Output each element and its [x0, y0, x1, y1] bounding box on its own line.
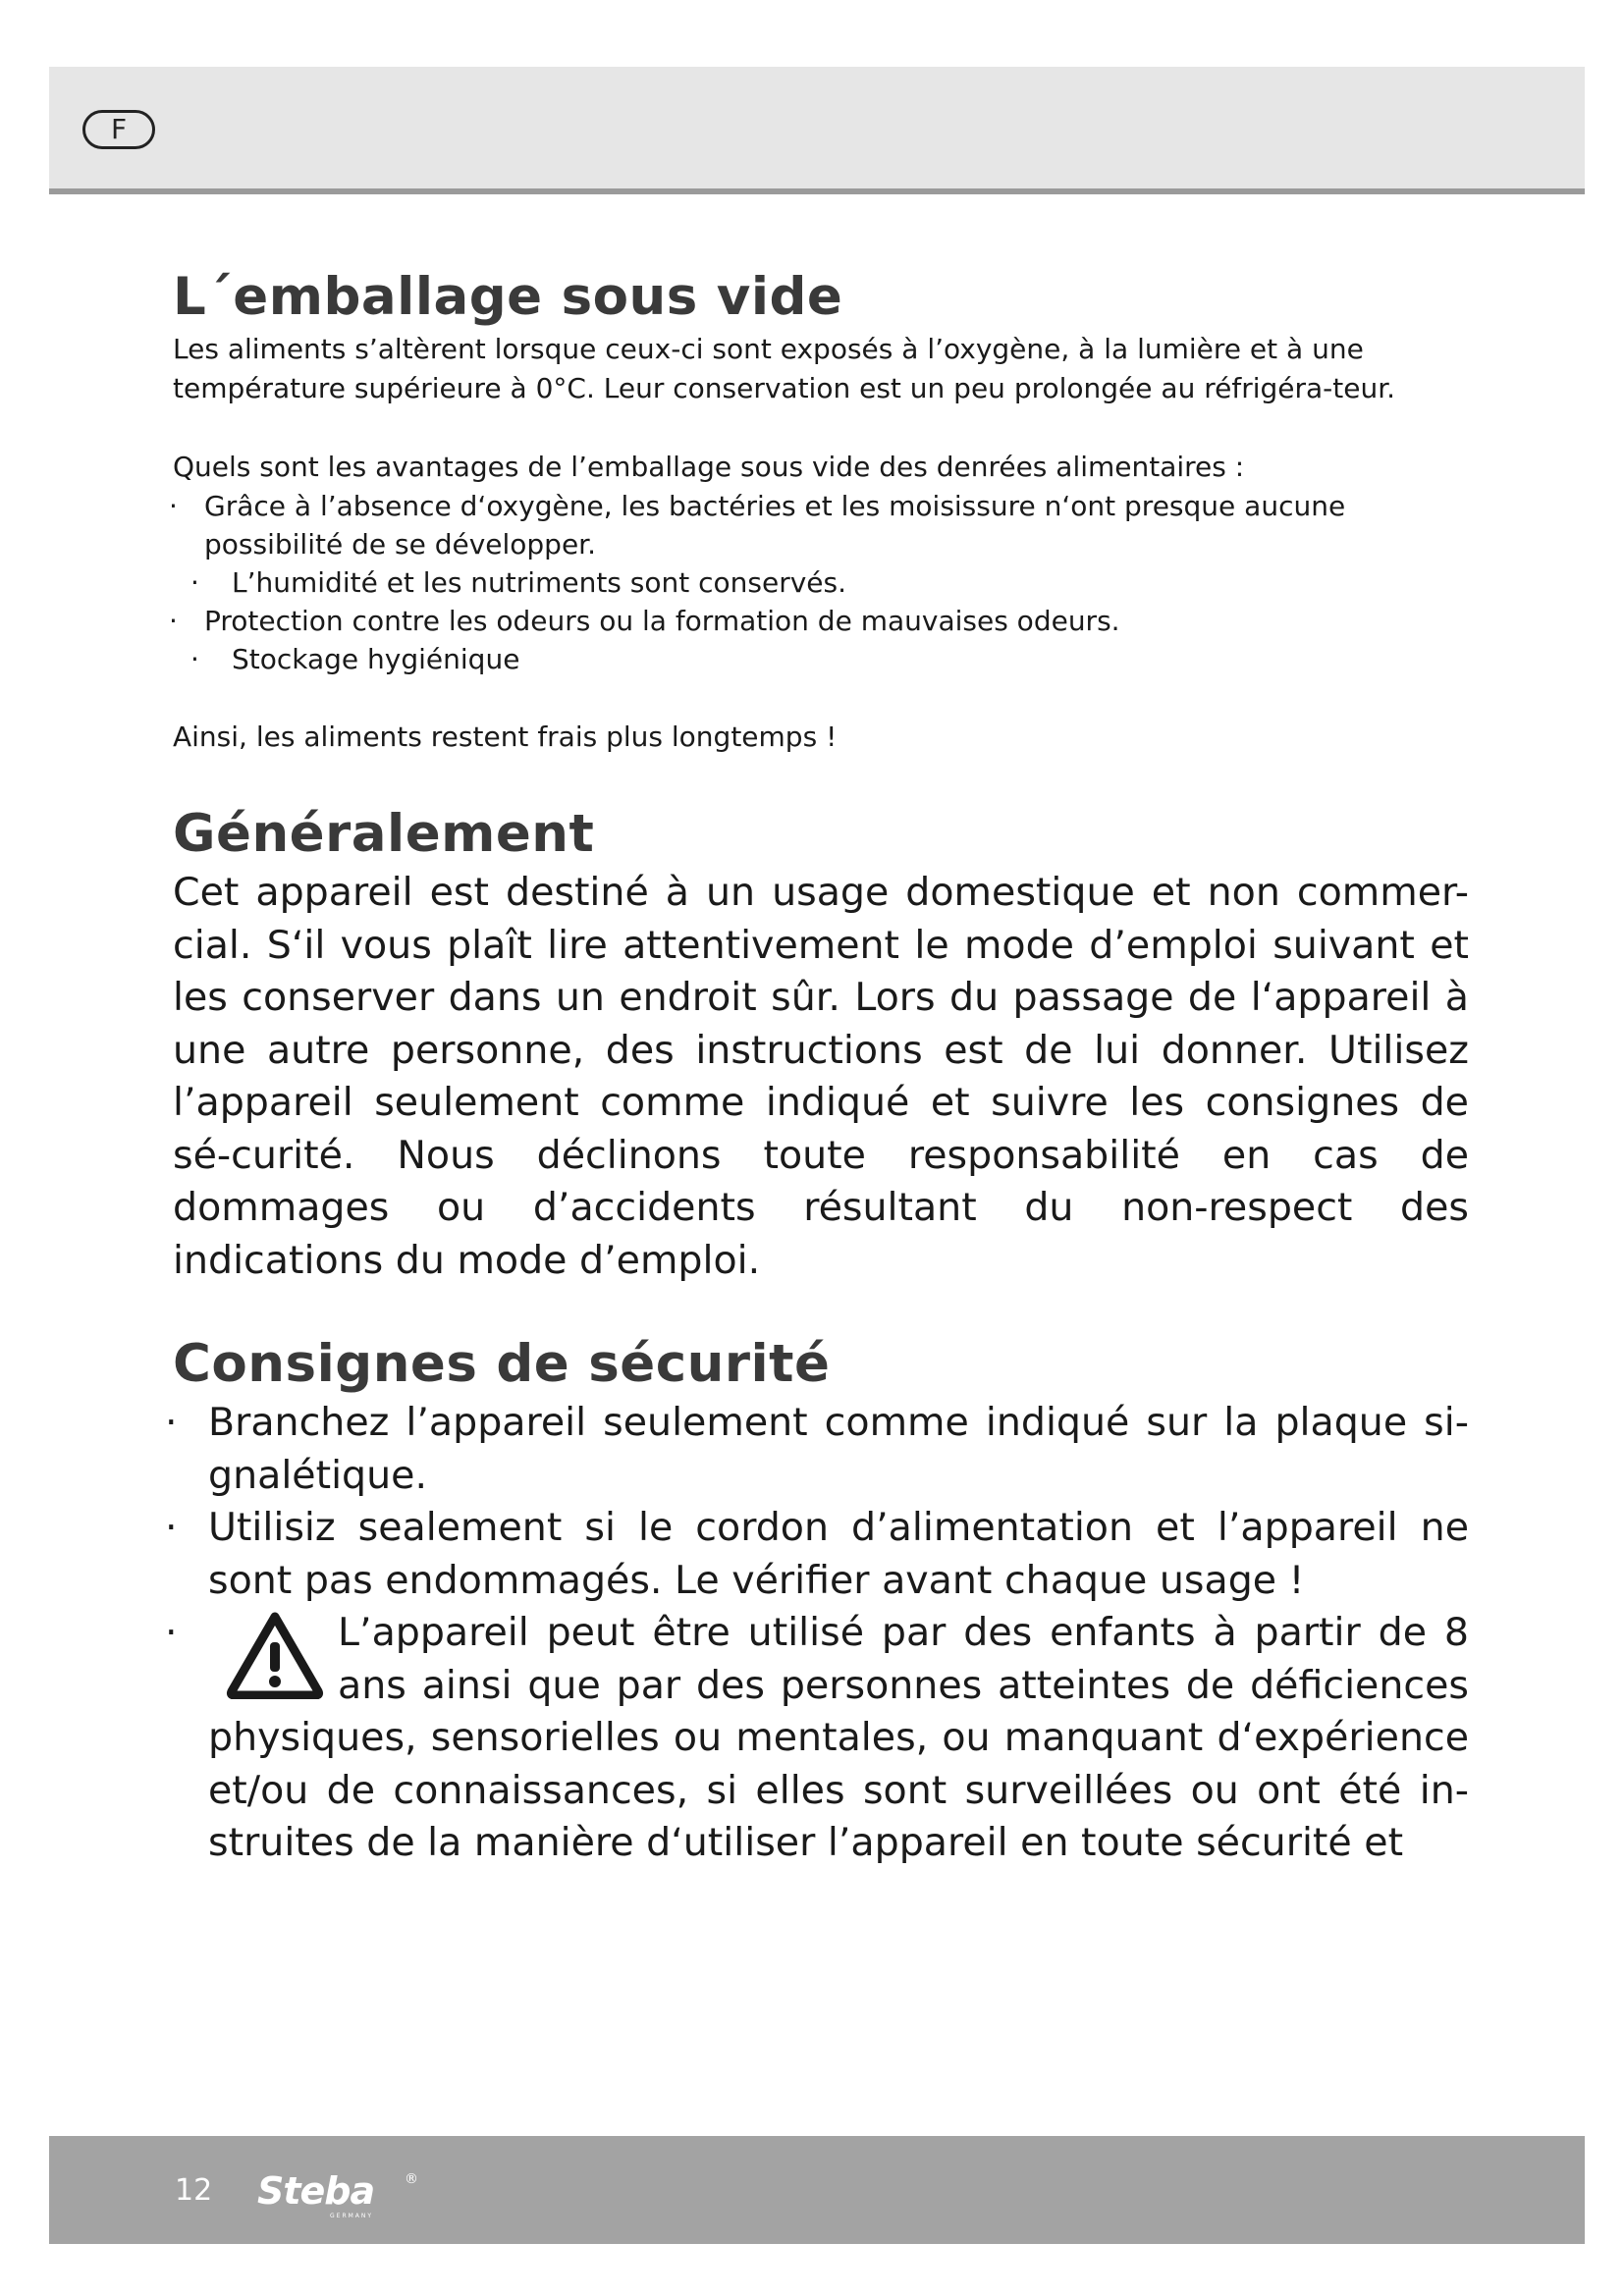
logo-subtitle: GERMANY: [330, 2213, 374, 2219]
language-badge: F: [82, 110, 155, 149]
page-content: [173, 265, 1469, 1870]
section-title-vacuum: L´emballage sous vide: [173, 267, 843, 327]
page-footer: [49, 2136, 1585, 2244]
list-item: · Protection contre les odeurs ou la formation de mauvaises odeurs.: [173, 602, 1469, 640]
page-header: [49, 67, 1585, 194]
logo-wordmark: Steba: [257, 2169, 375, 2213]
warning-triangle-icon: [226, 1611, 324, 1699]
vacuum-intro: Les aliments s’altèrent lorsque ceux-ci sont exposés à l’oxygène, à la lumière et à une température supérieure à 0°C. Leur conservation est un peu prolongée au réfrigéra-teur.: [173, 333, 1396, 404]
list-item: · Branchez l’appareil seulement comme indiqué sur la plaque si-gnalétique.: [173, 1397, 1469, 1502]
list-item: [173, 1607, 1469, 1870]
list-item: · L’humidité et les nutriments sont conservés.: [173, 563, 1469, 602]
section-title-safety: Consignes de sécurité: [173, 1334, 831, 1394]
list-item: · Stockage hygiénique: [173, 640, 1469, 678]
steba-logo: [257, 2169, 424, 2219]
page-number: 12: [175, 2173, 213, 2208]
section-title-general: Généralement: [173, 804, 595, 864]
vacuum-closing: Ainsi, les aliments restent frais plus longtemps !: [173, 721, 838, 753]
logo-registered-mark: ®: [405, 2171, 418, 2187]
safety-list: [173, 1397, 1469, 1870]
vacuum-benefits-list: [173, 487, 1469, 678]
list-item: · Utilisiz sealement si le cordon d’alimentation et l’appareil ne sont pas endommagés. Le vérifier avant chaque usage !: [173, 1502, 1469, 1607]
general-body: Cet appareil est destiné à un usage domestique et non commer-cial. S‘il vous plaît lire attentivement le mode d’emploi suivant et les conserver dans un endroit sûr. Lors du passage de l‘appareil à une autre personne, des instructions est de lui donner. Utilisez l’appareil seulement comme indiqué et suivre les consignes de sé-curité. Nous déclinons toute responsabilité en cas de dommages ou d’accidents résultant du non-respect des indications du mode d’emploi.: [173, 870, 1469, 1283]
list-item: · Grâce à l’absence d‘oxygène, les bactéries et les moisissure n‘ont presque aucune possibilité de se développer.: [173, 487, 1469, 563]
warning-text: L’appareil peut être utilisé par des enfants à partir de 8 ans ainsi que par des personnes atteintes de déficiences physiques, sensorielles ou mentales, ou manquant d‘expérience et/ou de connaissances, si elles sont surveillées ou ont été in-struites de la manière d‘utiliser l’appareil en toute sécurité et: [208, 1610, 1469, 1865]
vacuum-question: Quels sont les avantages de l’emballage sous vide des denrées alimentaires :: [173, 451, 1245, 483]
